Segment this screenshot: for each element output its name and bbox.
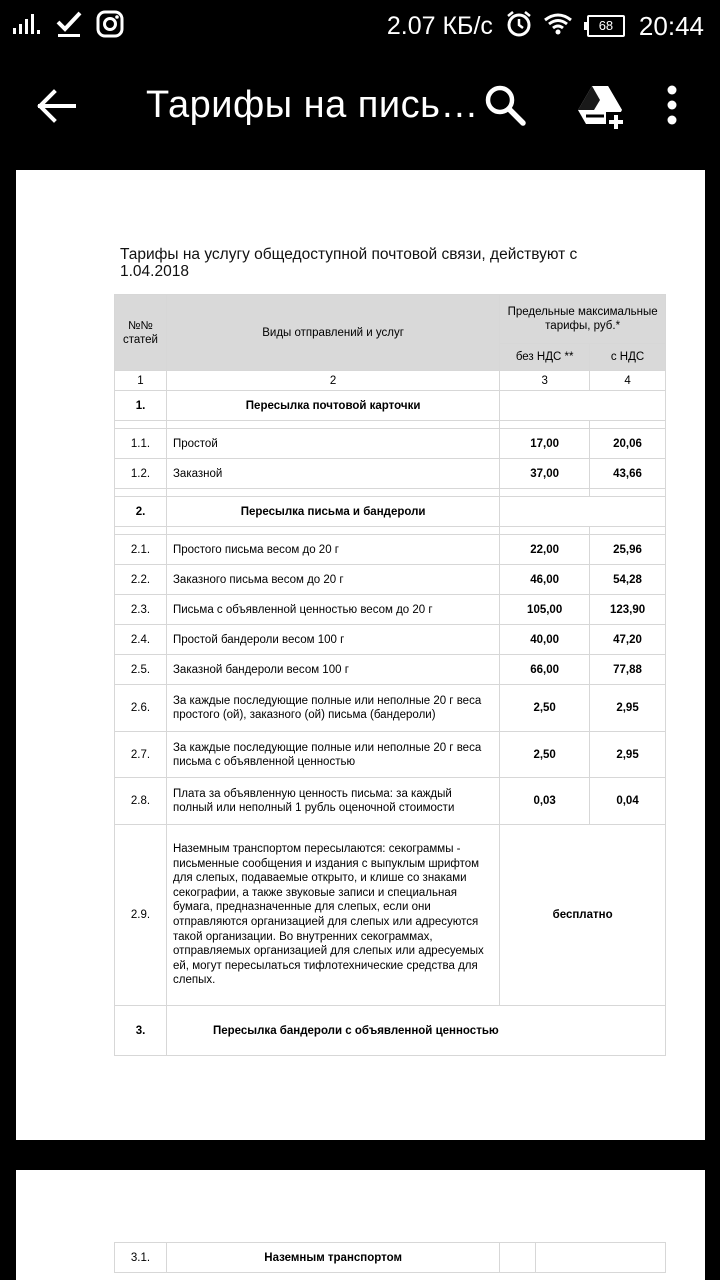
col-number: 2 — [166, 371, 499, 391]
empty-cell — [590, 489, 666, 497]
empty-cell — [166, 489, 499, 497]
row-number: 3.1. — [115, 1243, 167, 1273]
row-description: Плата за объявленную ценность письма: за каждый полный или неполный 1 рубль оценочной стоимости — [166, 778, 499, 825]
section-title: Пересылка почтовой карточки — [166, 391, 499, 421]
tariff-with-vat: 47,20 — [590, 625, 666, 655]
header-limits: Предельные максимальные тарифы, руб.* — [500, 295, 666, 344]
table-row — [115, 535, 666, 565]
empty-cell — [590, 421, 666, 429]
row-description: За каждые последующие полные или неполные 20 г веса простого (ой), заказного (ой) письма (бандероли) — [166, 685, 499, 732]
table-row — [115, 459, 666, 489]
row-description: Заказного письма весом до 20 г — [166, 565, 499, 595]
signal-icon — [12, 12, 42, 41]
network-speed: 2.07 КБ/с — [386, 11, 493, 40]
tariff-with-vat: 43,66 — [590, 459, 666, 489]
row-number: 2.2. — [115, 565, 167, 595]
table-row — [115, 685, 666, 732]
tariff-no-vat: 40,00 — [500, 625, 590, 655]
wifi-icon — [543, 12, 573, 41]
table-row — [115, 565, 666, 595]
row-description: Письма с объявленной ценностью весом до 20 г — [166, 595, 499, 625]
tariff-no-vat: 46,00 — [500, 565, 590, 595]
header-row — [115, 295, 666, 344]
tariff-with-vat: 25,96 — [590, 535, 666, 565]
alarm-icon — [505, 10, 533, 43]
tariff-with-vat: 2,95 — [590, 685, 666, 732]
row-number: 2.3. — [115, 595, 167, 625]
document-title: Тарифы на пись… — [146, 84, 479, 126]
check-icon — [56, 10, 82, 43]
tariff-no-vat: 2,50 — [500, 732, 590, 778]
more-vert-icon[interactable] — [660, 82, 684, 128]
row-description: Простой — [166, 429, 499, 459]
empty-cell — [500, 391, 666, 421]
row-number: 2.7. — [115, 732, 167, 778]
section-title: Пересылка бандероли с объявленной ценностью — [166, 1006, 665, 1056]
empty-cell — [590, 527, 666, 535]
row-description: Простого письма весом до 20 г — [166, 535, 499, 565]
tariff-no-vat: 22,00 — [500, 535, 590, 565]
tariff-table-continued — [114, 1242, 666, 1273]
empty-cell — [500, 527, 590, 535]
column-number-row — [115, 371, 666, 391]
status-bar — [0, 0, 720, 52]
empty-cell — [115, 421, 167, 429]
tariff-with-vat: 123,90 — [590, 595, 666, 625]
row-number: 2.4. — [115, 625, 167, 655]
spacer-row — [115, 489, 666, 497]
tariff-with-vat: 2,95 — [590, 732, 666, 778]
table-row — [115, 778, 666, 825]
pdf-page — [16, 170, 705, 1140]
tariff-with-vat: 77,88 — [590, 655, 666, 685]
tariff-table — [114, 294, 666, 1056]
drive-add-icon[interactable] — [576, 82, 626, 132]
row-description: Наземным транспортом — [166, 1243, 499, 1273]
empty-cell — [500, 489, 590, 497]
row-description: Наземным транспортом пересылаются: секограммы - письменные сообщения и издания с выпуклым шрифтом для слепых, подаваемые открыто, и клише со знаками секографии, а также звуковые записи и специальная бумага, предназначенные для слепых, если они отправляются организацией для слепых или адресуются такой организации. Во внутренних секограммах, отправляемых организацией для слепых или адресуемых ей, могут пересылаться тифлотехнические средства для слепых. — [166, 825, 499, 1006]
row-number: 1.2. — [115, 459, 167, 489]
spacer-row — [115, 527, 666, 535]
empty-cell — [536, 1243, 666, 1273]
section-title: Пересылка письма и бандероли — [166, 497, 499, 527]
back-arrow-icon[interactable] — [34, 84, 78, 128]
section-number: 1. — [115, 391, 167, 421]
tariff-no-vat: 17,00 — [500, 429, 590, 459]
tariff-no-vat: 105,00 — [500, 595, 590, 625]
header-no-vat: без НДС ** — [500, 344, 590, 371]
row-number: 2.8. — [115, 778, 167, 825]
tariff-no-vat: 0,03 — [500, 778, 590, 825]
row-description: За каждые последующие полные или неполные 20 г веса письма с объявленной ценностью — [166, 732, 499, 778]
row-description: Заказной — [166, 459, 499, 489]
table-row — [115, 429, 666, 459]
empty-cell — [500, 421, 590, 429]
header-with-vat: с НДС — [590, 344, 666, 371]
empty-cell — [500, 1243, 536, 1273]
section-number: 3. — [115, 1006, 167, 1056]
table-row — [115, 1243, 666, 1273]
empty-cell — [166, 421, 499, 429]
col-number: 4 — [590, 371, 666, 391]
col-number: 1 — [115, 371, 167, 391]
battery-icon: 68 — [587, 15, 625, 37]
col-number: 3 — [500, 371, 590, 391]
table-row — [115, 595, 666, 625]
table-row — [115, 625, 666, 655]
instagram-icon — [96, 10, 124, 43]
section-row — [115, 1006, 666, 1056]
table-row — [115, 655, 666, 685]
table-row — [115, 732, 666, 778]
section-number: 2. — [115, 497, 167, 527]
header-num: №№ статей — [115, 295, 167, 371]
empty-cell — [166, 527, 499, 535]
search-icon[interactable] — [482, 82, 528, 128]
row-number: 2.6. — [115, 685, 167, 732]
tariff-with-vat: 0,04 — [590, 778, 666, 825]
tariff-no-vat: 2,50 — [500, 685, 590, 732]
row-description: Простой бандероли весом 100 г — [166, 625, 499, 655]
tariff-no-vat: 66,00 — [500, 655, 590, 685]
section-row — [115, 497, 666, 527]
empty-cell — [500, 497, 666, 527]
tariff-with-vat: 20,06 — [590, 429, 666, 459]
app-toolbar — [0, 52, 720, 164]
clock: 20:44 — [638, 10, 704, 41]
spacer-row — [115, 421, 666, 429]
tariff-free: бесплатно — [500, 825, 666, 1006]
row-number: 2.9. — [115, 825, 167, 1006]
document-heading: Тарифы на услугу общедоступной почтовой связи, действуют с 1.04.2018 — [120, 246, 578, 280]
table-row — [115, 825, 666, 1006]
section-row — [115, 391, 666, 421]
row-number: 1.1. — [115, 429, 167, 459]
tariff-no-vat: 37,00 — [500, 459, 590, 489]
header-kinds: Виды отправлений и услуг — [166, 295, 499, 371]
empty-cell — [115, 489, 167, 497]
tariff-with-vat: 54,28 — [590, 565, 666, 595]
row-number: 2.5. — [115, 655, 167, 685]
row-description: Заказной бандероли весом 100 г — [166, 655, 499, 685]
empty-cell — [115, 527, 167, 535]
row-number: 2.1. — [115, 535, 167, 565]
pdf-page — [16, 1170, 705, 1280]
